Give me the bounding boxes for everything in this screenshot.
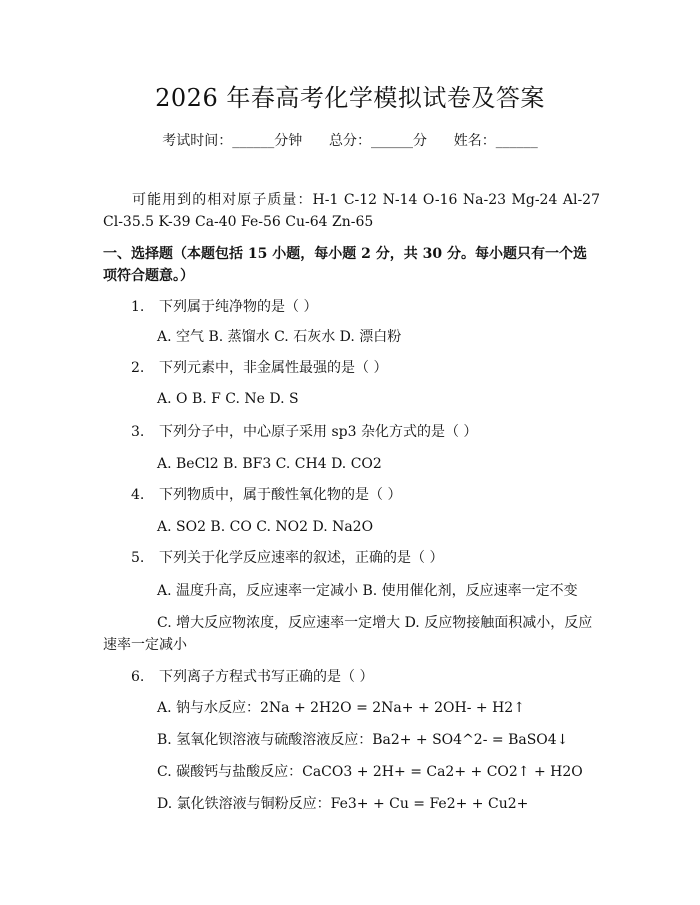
question-stem: 下列关于化学反应速率的叙述，正确的是（ ）: [159, 550, 444, 566]
question-5-option-cd-wrap: [103, 612, 600, 656]
question-number: 2.: [131, 360, 145, 376]
question-3-options: A. BeCl2 B. BF3 C. CH4 D. CO2: [157, 456, 382, 472]
question-6-option-d: D. 氯化铁溶液与铜粉反应：Fe3+ + Cu = Fe2+ + Cu2+: [157, 796, 529, 812]
question-6-option-c: C. 碳酸钙与盐酸反应：CaCO3 + 2H+ = Ca2+ + CO2↑ + H2O: [157, 764, 583, 780]
question-number: 3.: [131, 424, 145, 440]
question-stem: 下列元素中，非金属性最强的是（ ）: [159, 360, 388, 376]
question-stem: 下列分子中，中心原子采用 sp3 杂化方式的是（ ）: [159, 424, 478, 440]
question-5-option-cd: C. 增大反应物浓度，反应速率一定增大 D. 反应物接触面积减小，反应速率一定减小: [103, 615, 593, 653]
atomic-mass-text: 可能用到的相对原子质量：H-1 C-12 N-14 O-16 Na-23 Mg-24 Al-27 Cl-35.5 K-39 Ca-40 Fe-56 Cu-64 Zn-65: [103, 192, 600, 230]
question-number: 5.: [131, 550, 145, 566]
question-stem: 下列属于纯净物的是（ ）: [159, 299, 318, 315]
question-2: [103, 357, 600, 379]
section-heading: 一、选择题（本题包括 15 小题，每小题 2 分，共 30 分。每小题只有一个选项符合题意。）: [103, 246, 587, 284]
question-stem: 下列物质中，属于酸性氧化物的是（ ）: [159, 487, 402, 503]
question-5-option-ab: A. 温度升高，反应速率一定减小 B. 使用催化剂，反应速率一定不变: [157, 583, 578, 599]
question-number: 1.: [131, 299, 145, 315]
question-stem: 下列离子方程式书写正确的是（ ）: [159, 669, 374, 685]
page-title: 2026 年春高考化学模拟试卷及答案: [155, 84, 545, 112]
question-1-options: A. 空气 B. 蒸馏水 C. 石灰水 D. 漂白粉: [157, 329, 402, 345]
question-4: [103, 484, 600, 506]
question-6-option-b: B. 氢氧化钡溶液与硫酸溶液反应：Ba2+ + SO4^2- = BaSO4↓: [157, 732, 569, 748]
question-5: [103, 547, 600, 569]
question-6-option-a: A. 钠与水反应：2Na + 2H2O = 2Na+ + 2OH- + H2↑: [157, 700, 525, 716]
question-number: 4.: [131, 487, 145, 503]
atomic-mass-paragraph: [103, 189, 600, 233]
question-2-options: A. O B. F C. Ne D. S: [157, 391, 299, 407]
question-3: [103, 421, 600, 443]
question-1: [103, 296, 600, 318]
question-number: 6.: [131, 669, 145, 685]
question-4-options: A. SO2 B. CO C. NO2 D. Na2O: [157, 519, 374, 535]
question-6: [103, 666, 600, 688]
exam-info-line: 考试时间：______分钟 总分：______分 姓名：______: [162, 133, 538, 149]
